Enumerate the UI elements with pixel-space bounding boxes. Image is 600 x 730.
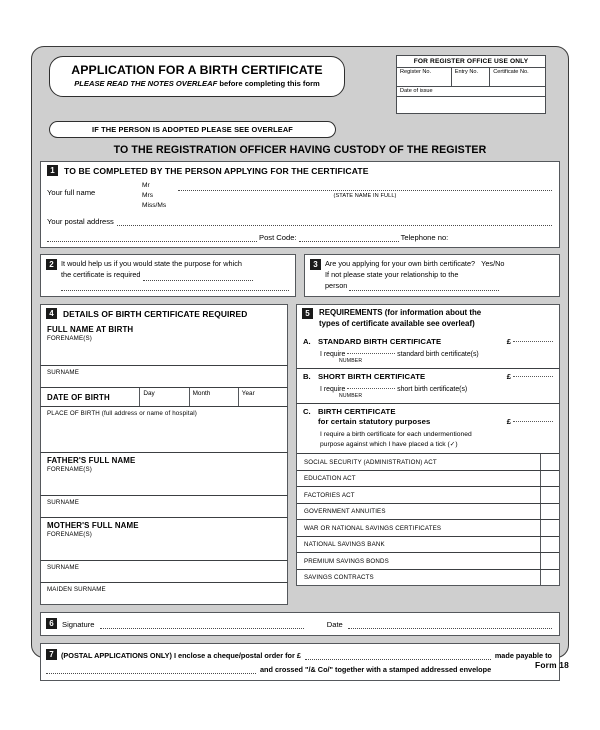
- act-row[interactable]: [297, 503, 559, 520]
- relationship-input[interactable]: [349, 290, 499, 291]
- section-4-heading: DETAILS OF BIRTH CERTIFICATE REQUIRED: [63, 308, 248, 319]
- maiden-surname-label: MAIDEN SURNAME: [47, 586, 106, 594]
- act-row[interactable]: [297, 470, 559, 487]
- postal-address-label: Your postal address: [47, 216, 114, 226]
- title-missms[interactable]: Miss/Ms: [142, 202, 167, 210]
- option-c-name-line-1: BIRTH CERTIFICATE: [318, 406, 396, 416]
- currency-symbol-b: £: [506, 371, 511, 381]
- act-tick-checkbox[interactable]: [540, 553, 559, 569]
- act-tick-checkbox[interactable]: [540, 454, 559, 470]
- full-name-label: Your full name: [47, 188, 96, 197]
- section-3-question: Are you applying for your own birth certificate?: [325, 258, 476, 268]
- act-tick-checkbox[interactable]: [540, 570, 559, 586]
- section-2-text: [61, 259, 289, 292]
- option-a-require-pre: I require: [320, 350, 346, 358]
- payable-to-input[interactable]: [46, 673, 256, 674]
- form-number: Form 18: [535, 660, 569, 670]
- option-a-price[interactable]: [507, 337, 553, 346]
- purpose-input-line-2[interactable]: [61, 290, 289, 291]
- option-c-note-line-2: purpose against which I have placed a tick (✓): [320, 440, 458, 448]
- form-title-box: [49, 56, 345, 97]
- act-tick-checkbox[interactable]: [540, 504, 559, 520]
- act-row[interactable]: [297, 519, 559, 536]
- option-a-price-input[interactable]: [513, 341, 553, 342]
- section-7-line-1-pre: (POSTAL APPLICATIONS ONLY) I enclose a cheque/postal order for £: [61, 651, 301, 661]
- telephone-label: Telephone no:: [400, 232, 449, 242]
- section-4-header: [40, 304, 288, 322]
- option-b-require-line: [320, 386, 553, 393]
- section-1-badge: 1: [47, 165, 58, 176]
- section-3-badge: 3: [310, 259, 321, 270]
- fathers-surname-label: SURNAME: [47, 499, 79, 507]
- act-label: WAR OR NATIONAL SAVINGS CERTIFICATES: [304, 524, 442, 532]
- option-a-letter: A.: [303, 336, 311, 346]
- section-7-badge: 7: [46, 649, 57, 660]
- option-a-require-post: standard birth certificate(s): [397, 350, 479, 358]
- form-subtitle-emphasis: PLEASE READ THE NOTES OVERLEAF: [74, 78, 218, 88]
- option-a-require-line: [320, 351, 553, 358]
- register-office-title: FOR REGISTER OFFICE USE ONLY: [397, 56, 545, 68]
- form-subtitle-rest: before completing this form: [219, 78, 320, 88]
- act-tick-checkbox[interactable]: [540, 471, 559, 487]
- option-b-price-input[interactable]: [513, 376, 553, 377]
- act-label: EDUCATION ACT: [304, 475, 356, 482]
- register-no-field[interactable]: Register No.: [397, 68, 452, 86]
- yes-no-option[interactable]: Yes/No: [481, 258, 505, 268]
- fathers-full-name-label: FATHER'S FULL NAME: [47, 456, 136, 466]
- section-2-badge: 2: [46, 259, 57, 270]
- option-b-require-post: short birth certificate(s): [397, 385, 468, 393]
- certificate-no-field[interactable]: Certificate No.: [493, 69, 529, 76]
- option-a-quantity-input[interactable]: [347, 353, 395, 354]
- full-name-dotted-line[interactable]: [178, 190, 552, 191]
- option-b-name: SHORT BIRTH CERTIFICATE: [318, 371, 426, 381]
- section-6-badge: 6: [46, 618, 57, 629]
- postal-address-input[interactable]: [117, 225, 552, 226]
- place-of-birth-label: PLACE OF BIRTH (full address or name of hospital): [47, 410, 197, 418]
- act-row[interactable]: [297, 486, 559, 503]
- act-row[interactable]: [297, 536, 559, 553]
- section-3-text: [325, 259, 553, 292]
- act-label: NATIONAL SAVINGS BANK: [304, 541, 385, 548]
- fathers-full-name-field[interactable]: [40, 452, 288, 495]
- section-4: [40, 304, 288, 605]
- section-1: [40, 161, 560, 248]
- act-label: FACTORIES ACT: [304, 491, 355, 499]
- title-mrs[interactable]: Mrs: [142, 192, 153, 200]
- option-b-price[interactable]: [507, 372, 553, 381]
- maiden-surname-field[interactable]: [40, 582, 288, 605]
- signature-input[interactable]: [100, 628, 304, 629]
- section-1-header: [47, 165, 552, 179]
- option-b-quantity-input[interactable]: [347, 388, 395, 389]
- section-2-line-1: It would help us if you would state the purpose for which: [61, 258, 242, 268]
- surname-field[interactable]: [40, 365, 288, 387]
- page-title: APPLICATION FOR A BIRTH CERTIFICATE: [71, 63, 323, 78]
- sections-2-3-row: [40, 254, 560, 298]
- registration-officer-band: TO THE REGISTRATION OFFICER HAVING CUSTODY OF THE REGISTER: [113, 144, 487, 156]
- section-7-line-1-post: made payable to: [494, 651, 552, 661]
- adopted-notice: IF THE PERSON IS ADOPTED PLEASE SEE OVERLEAF: [49, 121, 336, 138]
- option-b-number-caption: NUMBER: [339, 392, 363, 399]
- title-mr[interactable]: Mr: [142, 182, 150, 189]
- place-of-birth-field[interactable]: [40, 406, 288, 452]
- register-office-columns: [397, 68, 545, 87]
- cheque-amount-input[interactable]: [305, 659, 491, 660]
- date-of-birth-row: [40, 387, 288, 406]
- full-name-input-area[interactable]: [178, 181, 552, 212]
- forenames-label: FORENAME(S): [47, 335, 92, 343]
- certificate-option-c: [296, 403, 560, 453]
- title-options: [142, 181, 178, 212]
- certificate-option-b: [296, 368, 560, 403]
- section-5: [296, 304, 560, 605]
- option-b-letter: B.: [303, 371, 311, 381]
- fathers-surname-field[interactable]: [40, 495, 288, 517]
- option-c-name-line-2: for certain statutory purposes: [318, 416, 431, 426]
- act-label: SOCIAL SECURITY (ADMINISTRATION) ACT: [304, 458, 437, 466]
- full-name-at-birth-field[interactable]: [40, 322, 288, 365]
- full-name-row: [47, 181, 552, 212]
- section-5-heading: [319, 308, 481, 329]
- mothers-full-name-field[interactable]: [40, 517, 288, 560]
- act-label: GOVERNMENT ANNUITIES: [304, 508, 386, 515]
- date-of-birth-label: DATE OF BIRTH: [47, 392, 110, 402]
- dob-month-field[interactable]: Month: [189, 388, 238, 406]
- section-6: [40, 612, 560, 636]
- option-c-price[interactable]: [507, 417, 553, 426]
- signature-label: Signature: [62, 620, 95, 630]
- option-a-name: STANDARD BIRTH CERTIFICATE: [318, 336, 442, 346]
- dob-year-field[interactable]: Year: [238, 388, 287, 406]
- section-7-line-2: and crossed "/& Co/" together with a stamped addressed envelope: [260, 665, 492, 675]
- section-5-heading-line-2: types of certificate available see overleaf): [319, 319, 475, 329]
- currency-symbol-a: £: [506, 336, 511, 346]
- section-1-heading: TO BE COMPLETED BY THE PERSON APPLYING FOR THE CERTIFICATE: [64, 165, 369, 176]
- certificate-option-a: [296, 334, 560, 368]
- act-tick-checkbox[interactable]: [540, 487, 559, 503]
- option-c-price-input[interactable]: [513, 421, 553, 422]
- purpose-input[interactable]: [143, 280, 253, 281]
- section-3-line-3: person: [325, 280, 348, 290]
- option-c-note: [320, 430, 553, 449]
- section-5-badge: 5: [302, 308, 313, 319]
- currency-symbol-c: £: [506, 416, 511, 426]
- postal-address-row: [47, 217, 552, 226]
- main-columns: [40, 304, 560, 605]
- section-5-header: [296, 304, 560, 333]
- option-c-letter: C.: [303, 406, 311, 416]
- form-header: [40, 54, 560, 120]
- date-label: Date: [326, 620, 343, 630]
- dob-day-field[interactable]: Day: [139, 388, 188, 406]
- state-name-note: (STATE NAME IN FULL): [333, 193, 397, 199]
- entry-no-field[interactable]: Entry No.: [452, 68, 490, 86]
- fathers-forenames-label: FORENAME(S): [47, 466, 92, 474]
- act-tick-checkbox[interactable]: [540, 537, 559, 553]
- date-input[interactable]: [348, 628, 552, 629]
- section-3-line-2: If not please state your relationship to the: [325, 269, 459, 279]
- address-line-2-input[interactable]: [47, 241, 257, 242]
- section-3: [304, 254, 560, 298]
- section-2: [40, 254, 296, 298]
- post-code-label: Post Code:: [259, 232, 297, 242]
- option-a-number-caption: NUMBER: [339, 357, 363, 364]
- act-row[interactable]: [297, 552, 559, 569]
- section-7: [40, 643, 560, 681]
- full-name-at-birth-label: FULL NAME AT BIRTH: [47, 325, 134, 335]
- option-c-note-line-1: I require a birth certificate for each undermentioned: [320, 430, 472, 438]
- statutory-purposes-list: [296, 453, 560, 586]
- date-of-issue-label: Date of issue: [397, 87, 545, 97]
- mothers-surname-label: SURNAME: [47, 564, 79, 572]
- act-row[interactable]: [297, 453, 559, 470]
- act-row[interactable]: [297, 569, 559, 586]
- mothers-full-name-label: MOTHER'S FULL NAME: [47, 521, 139, 531]
- act-tick-checkbox[interactable]: [540, 520, 559, 536]
- form-subtitle: [74, 79, 320, 89]
- option-b-require-pre: I require: [320, 385, 346, 393]
- mothers-forenames-label: FORENAME(S): [47, 531, 92, 539]
- register-office-use-box: [396, 55, 546, 114]
- mothers-surname-field[interactable]: [40, 560, 288, 582]
- surname-label: SURNAME: [47, 369, 79, 377]
- section-5-heading-line-1: REQUIREMENTS (for information about the: [319, 308, 482, 318]
- post-code-input[interactable]: [299, 241, 399, 242]
- act-label: SAVINGS CONTRACTS: [304, 574, 374, 581]
- act-label: PREMIUM SAVINGS BONDS: [304, 557, 389, 565]
- postcode-telephone-row: [47, 233, 552, 242]
- date-of-issue-field[interactable]: [397, 97, 545, 154]
- section-2-line-2: the certificate is required: [61, 269, 141, 279]
- section-4-badge: 4: [46, 308, 57, 319]
